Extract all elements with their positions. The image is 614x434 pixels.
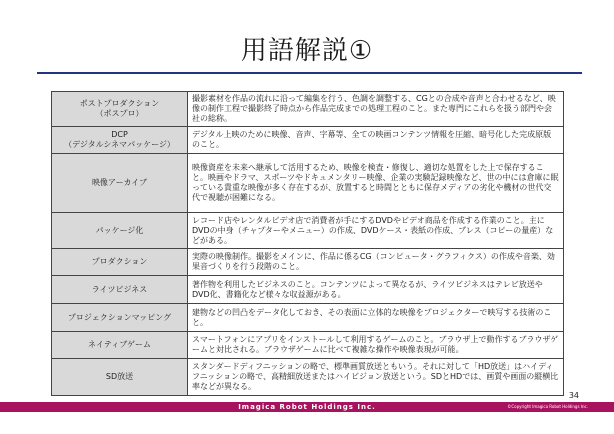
definition-cell: スマートフォンにアプリをインストールして利用するゲームのこと。ブラウザ上で動作するブラウザゲームと対比される。ブラウザゲームに比べて複雑な操作や映像表現が可能。 [188, 332, 564, 359]
definition-cell: 建物などの凹凸をデータ化しておき、その表面に立体的な映像をプロジェクターで映写する技術のこと。 [188, 304, 564, 332]
term-line: ポストプロダクション [79, 99, 160, 108]
term-line: DCP [111, 130, 128, 139]
table-row [52, 304, 564, 332]
table-row [52, 276, 564, 304]
term-cell: 映像アーカイブ [52, 154, 188, 213]
footer-copyright: ©Copyright Imagica Robot Holdings Inc. [507, 404, 588, 409]
term-line: （ポスプロ） [95, 109, 144, 118]
definition-cell: スタンダードディフニッションの略で、標準画質放送ともいう。それに対して「HD放送」はハイディフニッションの略で、高精細放送またはハイビジョン放送という。SDとHDでは、画質や画面の縦横比率などが異なる。 [188, 359, 564, 396]
page-number: 34 [568, 391, 579, 400]
table-row [52, 154, 564, 213]
definition-cell: デジタル上映のために映像、音声、字幕等、全ての映画コンテンツ情報を圧縮、暗号化した完成原版のこと。 [188, 127, 564, 154]
table-row [52, 332, 564, 359]
term-line: （デジタルシネマパッケージ） [64, 140, 175, 149]
definition-cell: 撮影素材を作品の流れに沿って編集を行う、色調を調整する、CGとの合成や音声と合わせるなど、映像の制作工程で撮影終了時点から作品完成までの処理工程のこと。また専門にこれらを扱う部門や会社の総称。 [188, 92, 564, 127]
term-cell: SD放送 [52, 359, 188, 396]
footer-company-name: Imagica Robot Holdings Inc. [238, 403, 376, 411]
term-cell: プロジェクションマッピング [52, 304, 188, 332]
table-row [52, 249, 564, 276]
table-row [52, 359, 564, 396]
term-cell: ネイティブゲーム [52, 332, 188, 359]
term-cell: プロダクション [52, 249, 188, 276]
term-cell [52, 127, 188, 154]
table-row [52, 92, 564, 127]
term-cell: ライツビジネス [52, 276, 188, 304]
term-cell: パッケージ化 [52, 213, 188, 249]
slide-title: 用語解説① [240, 36, 374, 66]
title-divider [37, 72, 582, 74]
footer-bar [0, 402, 614, 412]
glossary-table [51, 91, 564, 396]
definition-cell: 映像資産を未来へ継承して活用するため、映像を検査・修復し、適切な処置をした上で保存すること。映画やドラマ、スポーツやドキュメンタリー映像、企業の実験記録映像など、世の中には倉庫に眠っている貴重な映像が多く存在するが、放置すると時間とともに保存メディアの劣化や機材の世代交代で視聴が困難になる。 [188, 154, 564, 213]
table-row [52, 213, 564, 249]
definition-cell: レコード店やレンタルビデオ店で消費者が手にするDVDやビデオ商品を作成する作業のこと。主にDVDの中身（チャプターやメニュー）の作成、DVDケース・表紙の作成、プレス（コピーの量産）などがある。 [188, 213, 564, 249]
term-cell [52, 92, 188, 127]
definition-cell: 著作物を利用したビジネスのこと。コンテンツによって異なるが、ライツビジネスはテレビ放送やDVD化、書籍化など様々な収益源がある。 [188, 276, 564, 304]
table-row [52, 127, 564, 154]
definition-cell: 実際の映像制作。撮影をメインに、作品に係るCG（コンピュータ・グラフィクス）の作成や音楽、効果音づくりを行う段階のこと。 [188, 249, 564, 276]
